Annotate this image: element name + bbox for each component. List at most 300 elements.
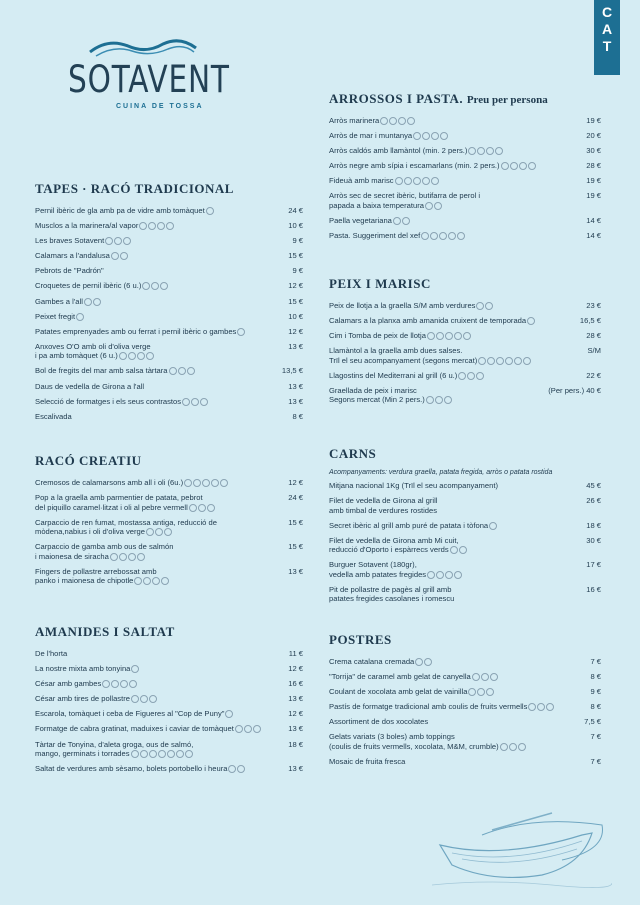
section-postres <box>329 632 601 772</box>
allergen-icon <box>434 202 442 210</box>
menu-item-name-text: Saltat de verdures amb sèsamo, bolets portobello i heura <box>35 764 228 774</box>
menu-item-name <box>35 679 137 689</box>
allergen-icon <box>202 479 210 487</box>
menu-item-price: 15 € <box>288 542 303 552</box>
menu-item-name-text: Fideuà amb marisc <box>329 176 394 186</box>
section-carns <box>329 446 601 610</box>
menu-item-price: 13 € <box>288 341 303 351</box>
allergen-icon <box>129 680 137 688</box>
menu-item <box>35 542 303 561</box>
menu-item-price: 12 € <box>288 709 303 719</box>
allergen-icon <box>114 237 122 245</box>
section-tapes <box>35 181 303 427</box>
menu-item-name <box>35 709 233 719</box>
menu-item-name-text: Selecció de formatges i els seus contrastos <box>35 396 182 406</box>
menu-item-name-text: Llamàntol a la graella amb dues salses. Trïl el seu acompanyament (segons mercat) <box>329 346 478 365</box>
menu-item <box>329 176 601 186</box>
menu-item <box>329 585 601 604</box>
allergen-icon <box>454 332 462 340</box>
menu-item-price: 24 € <box>288 206 303 215</box>
menu-item <box>35 709 303 719</box>
allergen-icon <box>158 750 166 758</box>
menu-item-name-text: Assortiment de dos xocolates <box>329 717 429 727</box>
allergen-icon <box>395 177 403 185</box>
menu-item <box>329 386 601 405</box>
menu-item-name-text: Cremosos de calamarsons amb all i oli (6u.) <box>35 478 184 487</box>
allergen-icon <box>519 162 527 170</box>
allergen-icon <box>448 232 456 240</box>
menu-item-price: 12 € <box>288 326 303 336</box>
menu-item-price: 15 € <box>288 517 303 527</box>
menu-item-price: 8 € <box>590 672 601 682</box>
allergen-icon <box>157 222 165 230</box>
menu-item-price: 8 € <box>590 702 601 712</box>
menu-item-name-text: Daus de vedella de Girona a l'all <box>35 381 145 391</box>
menu-item-name <box>35 236 131 246</box>
menu-item-name-text: Carpaccio de ren fumat, mostassa antiga, reducció de mòdena,nabius i oli d'oliva verge <box>35 517 217 537</box>
menu-item <box>35 297 303 307</box>
menu-item <box>35 366 303 376</box>
menu-item-name-text: Escarola, tomàquet i ceba de Figueres al "Cop de Puny" <box>35 709 225 719</box>
menu-item-name-text: Gelats variats (3 boles) amb toppings (coulis de fruits vermells, xocolata, M&M, crumble) <box>329 732 499 751</box>
menu-item <box>35 281 303 291</box>
menu-item <box>35 266 303 276</box>
allergen-icon <box>131 750 139 758</box>
language-tab[interactable]: C A T <box>594 0 620 75</box>
section-title <box>329 91 601 107</box>
allergen-icon <box>468 147 476 155</box>
menu-item <box>329 536 601 555</box>
allergen-icon <box>128 553 136 561</box>
menu-item-name <box>329 481 498 491</box>
allergen-icon <box>160 282 168 290</box>
menu-item-price: 26 € <box>586 496 601 506</box>
menu-item-name-text: Filet de vedella de Girona amb Mi cuit, reducció d'Oporto i espàrrecs verds <box>329 535 459 555</box>
menu-item-name-text: Mosaic de fruita fresca <box>329 757 406 767</box>
menu-item <box>35 327 303 337</box>
allergen-icon <box>131 695 139 703</box>
menu-item-name-text: Gambes a l'all <box>35 296 83 306</box>
allergen-icon <box>486 688 494 696</box>
menu-item <box>329 231 601 241</box>
menu-item <box>35 764 303 774</box>
allergen-icon <box>528 703 536 711</box>
allergen-icon <box>496 357 504 365</box>
menu-item-name-text: Llagostins del Mediterrani al grill (6 u.) <box>329 370 458 380</box>
allergen-icon <box>445 571 453 579</box>
menu-item-name <box>329 560 462 579</box>
menu-item <box>35 740 303 759</box>
allergen-icon <box>111 252 119 260</box>
menu-item-name <box>35 664 139 674</box>
menu-item-name <box>329 316 535 326</box>
menu-item <box>329 316 601 326</box>
menu-item-name-text: Pasta. Suggeriment del xef <box>329 231 421 241</box>
menu-item <box>35 412 303 422</box>
allergen-icon <box>468 688 476 696</box>
menu-item <box>329 757 601 767</box>
menu-item-price: 13 € <box>288 724 303 734</box>
menu-item-name-text: Arròs de mar i muntanya <box>329 131 413 141</box>
allergen-icon <box>444 396 452 404</box>
allergen-icon <box>134 577 142 585</box>
allergen-icon <box>161 577 169 585</box>
waves-icon <box>88 36 198 58</box>
menu-item-name-text: Arròs caldós amb llamàntol (min. 2 pers.) <box>329 146 468 156</box>
menu-item-price: 8 € <box>292 411 303 421</box>
menu-item <box>35 312 303 322</box>
menu-item-price: S/M <box>587 346 601 356</box>
allergen-icon <box>435 396 443 404</box>
menu-item <box>329 717 601 727</box>
boat-illustration <box>432 805 612 890</box>
allergen-icon <box>166 222 174 230</box>
menu-item-name-text: Paella vegetariana <box>329 216 392 226</box>
allergen-icon <box>478 357 486 365</box>
menu-item-price: 13 € <box>288 694 303 704</box>
allergen-icon <box>151 282 159 290</box>
menu-item-name <box>329 191 480 210</box>
menu-item-name <box>329 216 410 226</box>
allergen-icon <box>119 352 127 360</box>
menu-item-price: 10 € <box>288 221 303 231</box>
menu-item <box>329 161 601 171</box>
allergen-icon <box>120 252 128 260</box>
menu-item-name <box>35 281 168 291</box>
menu-item <box>329 216 601 226</box>
brand-name: SOTAVENT <box>68 58 230 101</box>
allergen-icon <box>422 177 430 185</box>
allergen-icon <box>398 117 406 125</box>
allergen-icon <box>148 222 156 230</box>
allergen-icon <box>500 743 508 751</box>
menu-item-price: 22 € <box>586 370 601 380</box>
allergen-icon <box>422 132 430 140</box>
allergen-icon <box>220 479 228 487</box>
menu-item <box>329 702 601 712</box>
allergen-icon <box>105 237 113 245</box>
menu-item <box>35 493 303 512</box>
menu-item-name-text: Anxoves O'O amb oli d'oliva verge i pa amb tomàquet (6 u.) <box>35 341 151 361</box>
menu-item-name-text: César amb tires de pollastre <box>35 694 130 704</box>
menu-item-price: 7 € <box>590 757 601 767</box>
allergen-icon <box>495 147 503 155</box>
allergen-icon <box>237 765 245 773</box>
section-title: PEIX I MARISC <box>329 276 431 291</box>
menu-item-name <box>35 342 154 361</box>
menu-item-name <box>35 764 245 774</box>
allergen-icon <box>450 546 458 554</box>
allergen-icon <box>505 357 513 365</box>
allergen-icon <box>424 658 432 666</box>
allergen-icon <box>137 352 145 360</box>
allergen-icon <box>459 546 467 554</box>
menu-item <box>329 521 601 531</box>
menu-item-name-text: Arròs negre amb sípia i escamarlans (min. 2 pers.) <box>329 161 500 171</box>
menu-item-name <box>35 694 157 704</box>
menu-item-name-text: Pebrots de "Padrón" <box>35 266 104 276</box>
allergen-icon <box>389 117 397 125</box>
menu-item-name-text: Calamars a l'andalusa <box>35 251 110 261</box>
allergen-icon <box>487 357 495 365</box>
section-amanides <box>35 624 303 779</box>
allergen-icon <box>200 398 208 406</box>
menu-item-name-text: César amb gambes <box>35 679 102 689</box>
menu-item <box>329 191 601 210</box>
menu-item <box>329 146 601 156</box>
allergen-icon <box>139 222 147 230</box>
menu-item-name-text: Calamars a la planxa amb amanida cruixent de temporada <box>329 316 527 326</box>
allergen-icon <box>426 396 434 404</box>
allergen-icon <box>467 372 475 380</box>
menu-item-name-text: Filet de vedella de Girona al grill amb timbal de verdures rostides <box>329 496 438 515</box>
section-note: Acompanyaments: verdura graella, patata fregida, arròs o patata rostida <box>329 469 553 476</box>
menu-item-name <box>35 412 72 422</box>
menu-item-price: 13 € <box>288 381 303 391</box>
menu-item-name <box>329 371 484 381</box>
menu-item <box>35 694 303 704</box>
menu-item-name <box>35 206 214 216</box>
menu-item <box>329 657 601 667</box>
menu-item-name <box>329 161 536 171</box>
menu-item <box>35 251 303 261</box>
menu-item <box>35 342 303 361</box>
allergen-icon <box>413 177 421 185</box>
allergen-icon <box>140 750 148 758</box>
allergen-icon <box>436 571 444 579</box>
menu-item-name <box>329 687 494 697</box>
section-subtitle: Preu per persona <box>466 94 548 106</box>
allergen-icon <box>463 332 471 340</box>
menu-item-name-text: Les braves Sotavent <box>35 236 105 246</box>
menu-item-price: 18 € <box>288 739 303 749</box>
menu-item-price: 13 € <box>288 396 303 406</box>
allergen-icon <box>187 367 195 375</box>
menu-item-name <box>35 312 84 322</box>
menu-item <box>35 724 303 734</box>
menu-item-name-text: Peix de llotja a la graella S/M amb verdures <box>329 301 476 310</box>
menu-item <box>329 371 601 381</box>
menu-item-price: 10 € <box>288 311 303 321</box>
allergen-icon <box>120 680 128 688</box>
menu-item-price: 19 € <box>586 176 601 186</box>
allergen-icon <box>380 117 388 125</box>
menu-item-name-text: De l'horta <box>35 649 68 658</box>
allergen-icon <box>476 372 484 380</box>
allergen-icon <box>486 147 494 155</box>
menu-item-price: 19 € <box>586 116 601 125</box>
allergen-icon <box>128 352 136 360</box>
menu-item-name <box>329 301 493 311</box>
allergen-icon <box>509 743 517 751</box>
menu-item <box>35 664 303 674</box>
allergen-icon <box>178 367 186 375</box>
allergen-icon <box>445 332 453 340</box>
menu-item-price: 9 € <box>292 266 303 276</box>
menu-item-price: 7 € <box>590 657 601 666</box>
menu-item-name <box>35 542 173 561</box>
menu-item-name <box>35 724 261 734</box>
menu-item-name <box>329 346 531 365</box>
allergen-icon <box>413 132 421 140</box>
allergen-icon <box>439 232 447 240</box>
allergen-icon <box>131 665 139 673</box>
allergen-icon <box>440 132 448 140</box>
menu-item <box>329 560 601 579</box>
menu-item-price: 12 € <box>288 281 303 291</box>
menu-item-name-text: Bol de fregits del mar amb salsa tàrtara <box>35 366 168 376</box>
allergen-icon <box>184 479 192 487</box>
allergen-icon <box>404 177 412 185</box>
menu-item-price: 28 € <box>586 331 601 341</box>
menu-item-name <box>329 496 437 515</box>
menu-item-name-text: Arròs sec de secret ibèric, butifarra de perol i papada a baixa temperatura <box>329 191 481 210</box>
allergen-icon <box>431 132 439 140</box>
allergen-icon <box>253 725 261 733</box>
menu-item-name-text: Carpaccio de gamba amb ous de salmón i maionesa de siracha <box>35 542 174 561</box>
allergen-icon <box>485 302 493 310</box>
allergen-icon <box>111 680 119 688</box>
menu-item-price: 7 € <box>590 732 601 742</box>
allergen-icon <box>228 765 236 773</box>
allergen-icon <box>167 750 175 758</box>
menu-item-name-text: Peixet fregit <box>35 311 76 321</box>
menu-item-name-text: Fingers de pollastre arrebossat amb panko i maionesa de chipotle <box>35 566 157 586</box>
menu-item-name <box>329 702 554 712</box>
allergen-icon <box>477 688 485 696</box>
menu-item-price: 17 € <box>586 560 601 570</box>
menu-item-price: 23 € <box>586 301 601 310</box>
allergen-icon <box>514 357 522 365</box>
menu-item-name <box>35 221 174 231</box>
allergen-icon <box>457 232 465 240</box>
menu-item <box>329 116 601 126</box>
menu-item-name <box>35 518 217 537</box>
menu-item-name <box>329 146 503 156</box>
restaurant-logo <box>68 36 230 110</box>
allergen-icon <box>518 743 526 751</box>
allergen-icon <box>76 313 84 321</box>
allergen-icon <box>415 658 423 666</box>
menu-item-name-text: "Torrija" de caramel amb gelat de canyella <box>329 672 471 682</box>
allergen-icon <box>244 725 252 733</box>
menu-item-name <box>329 585 454 604</box>
menu-item-name <box>329 757 405 767</box>
menu-item-name <box>35 397 208 407</box>
allergen-icon <box>191 398 199 406</box>
allergen-icon <box>152 577 160 585</box>
menu-item-name-text: Secret ibèric al grill amb puré de patata i tòfona <box>329 520 489 530</box>
allergen-icon <box>142 282 150 290</box>
allergen-icon <box>123 237 131 245</box>
menu-item-name <box>329 657 432 667</box>
menu-item-price: 14 € <box>586 231 601 241</box>
menu-item-name <box>35 366 195 376</box>
menu-item <box>329 301 601 311</box>
menu-item-price: 15 € <box>288 251 303 261</box>
menu-item-price: 15 € <box>288 296 303 306</box>
menu-item-name-text: Arròs marinera <box>329 116 380 125</box>
allergen-icon <box>421 232 429 240</box>
menu-item-name-text: Crema catalana cremada <box>329 657 415 666</box>
brand-tagline: CUINA DE TOSSA <box>116 103 204 110</box>
menu-item <box>329 672 601 682</box>
allergen-icon <box>476 302 484 310</box>
allergen-icon <box>137 553 145 561</box>
menu-item-price: (Per pers.) 40 € <box>548 385 601 395</box>
menu-item-name-text: Graellada de peix i marisc Segons mercat (Min 2 pers.) <box>329 385 425 405</box>
menu-item-price: 30 € <box>586 146 601 156</box>
allergen-icon <box>528 162 536 170</box>
allergen-icon <box>481 673 489 681</box>
menu-item-name <box>35 740 193 759</box>
section-title: POSTRES <box>329 632 392 647</box>
menu-item <box>329 331 601 341</box>
allergen-icon <box>489 522 497 530</box>
allergen-icon <box>427 571 435 579</box>
menu-item <box>329 346 601 365</box>
menu-item-price: 45 € <box>586 481 601 490</box>
allergen-icon <box>146 528 154 536</box>
menu-item-price: 30 € <box>586 535 601 545</box>
allergen-icon <box>490 673 498 681</box>
allergen-icon <box>510 162 518 170</box>
menu-item <box>35 206 303 216</box>
menu-item-name <box>35 327 245 337</box>
section-title: RACÓ CREATIU <box>35 453 142 468</box>
menu-item-name-text: Pop a la graella amb parmentier de patata, pebrot del piquillo caramel·litzat i oli al pebre vermell <box>35 493 203 512</box>
menu-item <box>329 131 601 141</box>
menu-item <box>329 732 601 751</box>
menu-item-name <box>329 131 448 141</box>
allergen-icon <box>119 553 127 561</box>
menu-item-price: 13,5 € <box>281 366 303 376</box>
menu-item-name <box>35 649 67 659</box>
menu-item-name <box>35 567 169 586</box>
menu-item-price: 12 € <box>288 664 303 674</box>
allergen-icon <box>537 703 545 711</box>
allergen-icon <box>110 553 118 561</box>
section-title: CARNS <box>329 446 377 461</box>
menu-item-name <box>35 478 228 488</box>
allergen-icon <box>211 479 219 487</box>
menu-item-name-text: Formatge de cabra gratinat, maduixes i caviar de tomàquet <box>35 724 234 734</box>
menu-item-name-text: La nostre mixta amb tonyina <box>35 664 131 674</box>
section-peix <box>329 276 601 411</box>
allergen-icon <box>225 710 233 718</box>
menu-item-name-text: Cim i Tomba de peix de llotja <box>329 331 426 341</box>
allergen-icon <box>527 317 535 325</box>
menu-item-name <box>35 493 215 512</box>
menu-item-name <box>35 251 128 261</box>
allergen-icon <box>169 367 177 375</box>
allergen-icon <box>176 750 184 758</box>
menu-item <box>35 221 303 231</box>
menu-item-name-text: Patates emprenyades amb ou ferrat i pernil ibèric o gambes <box>35 326 237 336</box>
allergen-icon <box>149 695 157 703</box>
menu-item-name <box>329 231 465 241</box>
menu-item-name-text: Musclos a la marinera/al vapor <box>35 221 139 231</box>
menu-item-price: 19 € <box>586 191 601 201</box>
menu-item-name <box>329 176 439 186</box>
allergen-icon <box>402 217 410 225</box>
menu-item-name <box>329 386 452 405</box>
allergen-icon <box>155 528 163 536</box>
menu-item <box>35 518 303 537</box>
allergen-icon <box>143 577 151 585</box>
allergen-icon <box>237 328 245 336</box>
menu-item <box>35 236 303 246</box>
